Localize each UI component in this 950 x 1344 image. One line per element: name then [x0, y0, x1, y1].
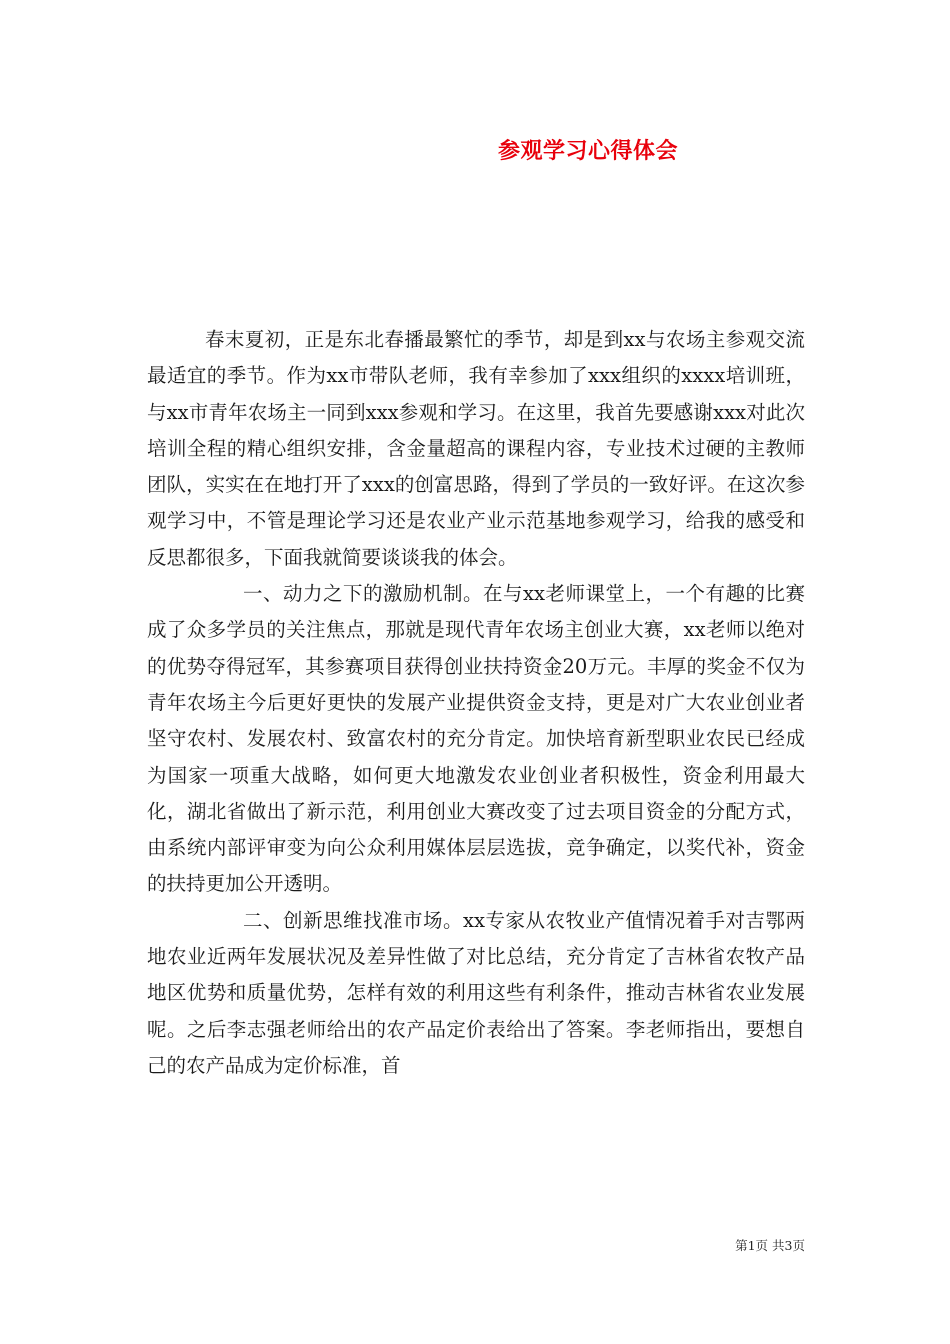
document-body: [147, 322, 805, 1084]
paragraph-section-2: 二、创新思维找准市场。xx专家从农牧业产值情况着手对吉鄂两地农业近两年发展状况及差异性做了对比总结，充分肯定了吉林省农牧产品地区优势和质量优势，怎样有效的利用这些有利条件，推动吉林省农业发展呢。之后李志强老师给出的农产品定价表给出了答案。李老师指出，要想自己的农产品成为定价标准，首: [147, 908, 805, 1077]
paragraph-section-1: 一、动力之下的激励机制。在与xx老师课堂上，一个有趣的比赛成了众多学员的关注焦点，那就是现代青年农场主创业大赛，xx老师以绝对的优势夺得冠军，其参赛项目获得创业扶持资金20万元。丰厚的奖金不仅为青年农场主今后更好更快的发展产业提供资金支持，更是对广大农业创业者坚守农村、发展农村、致富农村的充分肯定。加快培育新型职业农民已经成为国家一项重大战略，如何更大地激发农业创业者积极性，资金利用最大化，湖北省做出了新示范，利用创业大赛改变了过去项目资金的分配方式，由系统内部评审变为向公众利用媒体层层选拔，竞争确定，以奖代补，资金的扶持更加公开透明。: [147, 582, 805, 896]
paragraph-intro: 春末夏初，正是东北春播最繁忙的季节，却是到xx与农场主参观交流最适宜的季节。作为xx市带队老师，我有幸参加了xxx组织的xxxx培训班，与xx市青年农场主一同到xxx参观和学习。在这里，我首先要感谢xxx对此次培训全程的精心组织安排，含金量超高的课程内容，专业技术过硬的主教师团队，实实在在地打开了xxx的创富思路，得到了学员的一致好评。在这次参观学习中，不管是理论学习还是农业产业示范基地参观学习，给我的感受和反思都很多，下面我就简要谈谈我的体会。: [147, 328, 805, 569]
document-title: 参观学习心得体会: [497, 139, 678, 164]
page-number: 第1页 共3页: [735, 1238, 805, 1253]
